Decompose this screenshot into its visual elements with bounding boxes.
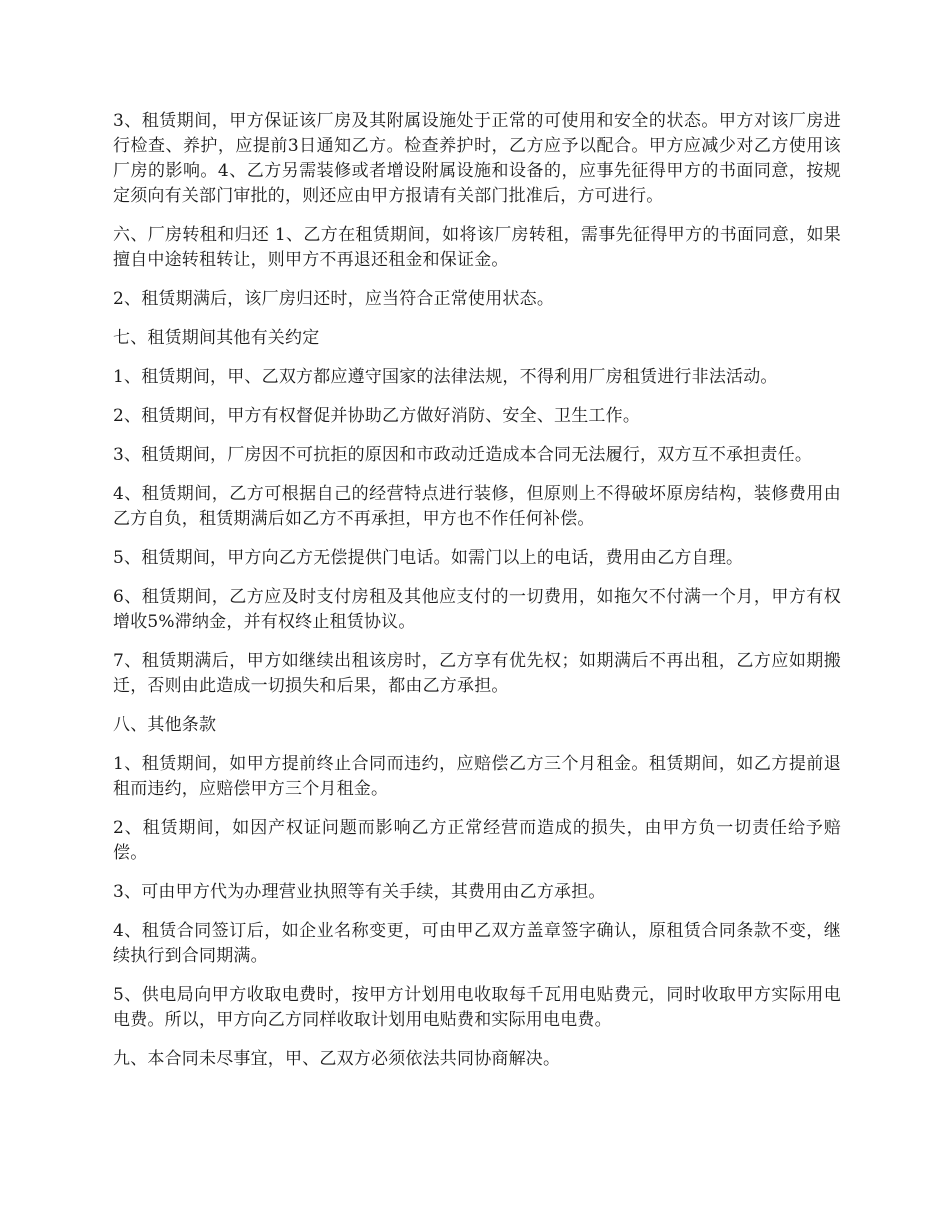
heading-section-8: 八、其他条款: [113, 715, 217, 735]
paragraph-section-7-item-4: 4、租赁期间，乙方可根据自己的经营特点进行装修，但原则上不得破坏原房结构，装修费用由乙方自负，租赁期满后如乙方不再承担，甲方也不作任何补偿。: [113, 484, 841, 529]
paragraph-section-7-item-7: 7、租赁期满后，甲方如继续出租该房时，乙方享有优先权；如期满后不再出租，乙方应如期搬迁，否则由此造成一切损失和后果，都由乙方承担。: [113, 651, 841, 696]
paragraph-section-8-item-3: 3、可由甲方代为办理营业执照等有关手续，其费用由乙方承担。: [113, 882, 606, 902]
paragraph-clause-3-4: 3、租赁期间，甲方保证该厂房及其附属设施处于正常的可使用和安全的状态。甲方对该厂房进行检查、养护，应提前3日通知乙方。检查养护时，乙方应予以配合。甲方应减少对乙方使用该厂房的影响。4、乙方另需装修或者增设附属设施和设备的，应事先征得甲方的书面同意，按规定须向有关部门审批的，则还应由甲方报请有关部门批准后，方可进行。: [113, 111, 841, 206]
paragraph-section-8-item-1: 1、租赁期间，如甲方提前终止合同而违约，应赔偿乙方三个月租金。租赁期间，如乙方提前退租而违约，应赔偿甲方三个月租金。: [113, 754, 841, 799]
paragraph-section-8-item-4: 4、租赁合同签订后，如企业名称变更，可由甲乙双方盖章签字确认，原租赁合同条款不变，继续执行到合同期满。: [113, 921, 841, 966]
paragraph-section-6: 六、厂房转租和归还 1、乙方在租赁期间，如将该厂房转租，需事先征得甲方的书面同意，如果擅自中途转租转让，则甲方不再退还租金和保证金。: [113, 225, 841, 270]
paragraph-section-7-item-1: 1、租赁期间，甲、乙双方都应遵守国家的法律法规，不得利用厂房租赁进行非法活动。: [113, 367, 778, 387]
paragraph-section-7-item-2: 2、租赁期间，甲方有权督促并协助乙方做好消防、安全、卫生工作。: [113, 406, 641, 426]
paragraph-section-8-item-5: 5、供电局向甲方收取电费时，按甲方计划用电收取每千瓦用电贴费元，同时收取甲方实际用电电费。所以，甲方向乙方同样收取计划用电贴费和实际用电电费。: [113, 985, 841, 1030]
paragraph-section-7-item-6: 6、租赁期间，乙方应及时支付房租及其他应支付的一切费用，如拖欠不付满一个月，甲方有权增收5%滞纳金，并有权终止租赁协议。: [113, 587, 841, 632]
paragraph-section-6-item-2: 2、租赁期满后，该厂房归还时，应当符合正常使用状态。: [113, 289, 555, 309]
document-body: [113, 109, 841, 1086]
paragraph-section-9: 九、本合同未尽事宜，甲、乙双方必须依法共同协商解决。: [113, 1049, 561, 1069]
paragraph-section-8-item-2: 2、租赁期间，如因产权证问题而影响乙方正常经营而造成的损失，由甲方负一切责任给予赔偿。: [113, 818, 841, 863]
paragraph-section-7-item-3: 3、租赁期间，厂房因不可抗拒的原因和市政动迁造成本合同无法履行，双方互不承担责任。: [113, 445, 813, 465]
paragraph-section-7-item-5: 5、租赁期间，甲方向乙方无偿提供门电话。如需门以上的电话，费用由乙方自理。: [113, 548, 744, 568]
heading-section-7: 七、租赁期间其他有关约定: [113, 328, 320, 348]
